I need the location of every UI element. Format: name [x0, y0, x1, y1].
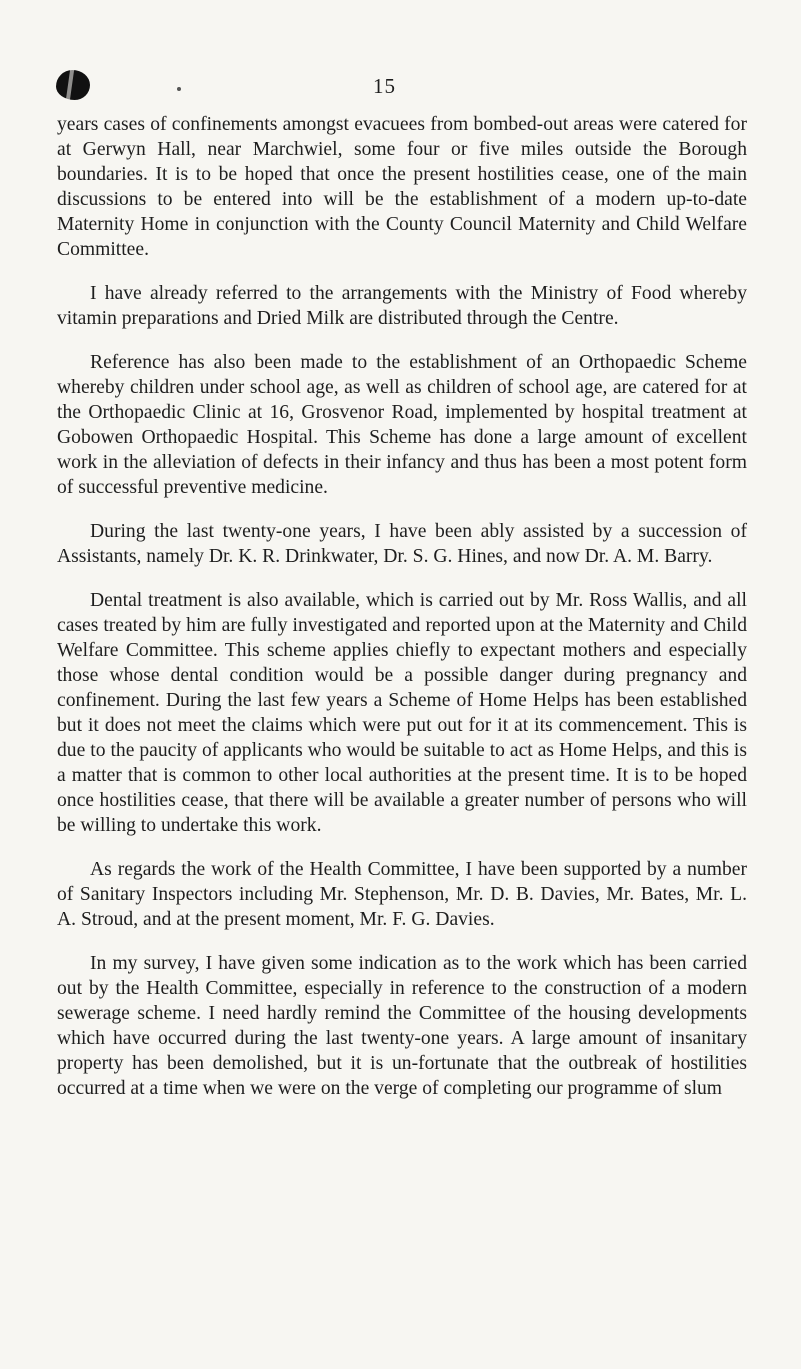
- ink-dot: [177, 87, 181, 91]
- ink-blot: [56, 70, 90, 100]
- paragraph-5: Dental treatment is also available, which is carried out by Mr. Ross Wallis, and all cases treated by him are fully investigated and reported upon at the Maternity and Child Welfare Committee. This scheme applies chiefly to expectant mothers and especially those whose dental condition would be a possible danger during pregnancy and confinement. During the last few years a Scheme of Home Helps has been established but it does not meet the claims which were put out for it at its commencement. This is due to the paucity of applicants who would be suitable to act as Home Helps, and this is a matter that is common to other local authorities at the present time. It is to be hoped once hostilities cease, that there will be available a greater number of persons who will be willing to undertake this work.: [57, 590, 747, 836]
- paragraph-1: years cases of confinements amongst evacuees from bombed-out areas were catered for at Gerwyn Hall, near Marchwiel, some four or five miles outside the Borough boundaries. It is to be hoped that once the present hostilities cease, one of the main discussions to be entered into will be the establishment of a modern up-to-date Maternity Home in conjunction with the County Council Maternity and Child Welfare Committee.: [57, 114, 747, 260]
- paragraph-2: I have already referred to the arrangements with the Ministry of Food whereby vitamin preparations and Dried Milk are distributed through the Centre.: [57, 283, 747, 329]
- paragraph-4: During the last twenty-one years, I have been ably assisted by a succession of Assistants, namely Dr. K. R. Drinkwater, Dr. S. G. Hines, and now Dr. A. M. Barry.: [57, 521, 747, 567]
- page-number: 15: [373, 74, 396, 98]
- paragraph-7: In my survey, I have given some indication as to the work which has been carried out by the Health Committee, especially in reference to the construction of a modern sewerage scheme. I need hardly remind the Committee of the housing developments which have occurred during the last twenty-one years. A large amount of insanitary property has been demolished, but it is un-fortunate that the outbreak of hostilities occurred at a time when we were on the verge of completing our programme of slum: [57, 953, 747, 1099]
- paragraph-3: Reference has also been made to the establishment of an Orthopaedic Scheme whereby children under school age, as well as children of school age, are catered for at the Orthopaedic Clinic at 16, Grosvenor Road, implemented by hospital treatment at Gobowen Orthopaedic Hospital. This Scheme has done a large amount of excellent work in the alleviation of defects in their infancy and thus has been a most potent form of successful preventive medicine.: [57, 352, 747, 498]
- paragraph-6: As regards the work of the Health Committee, I have been supported by a number of Sanitary Inspectors including Mr. Stephenson, Mr. D. B. Davies, Mr. Bates, Mr. L. A. Stroud, and at the present moment, Mr. F. G. Davies.: [57, 859, 747, 930]
- document-body: [57, 112, 747, 1101]
